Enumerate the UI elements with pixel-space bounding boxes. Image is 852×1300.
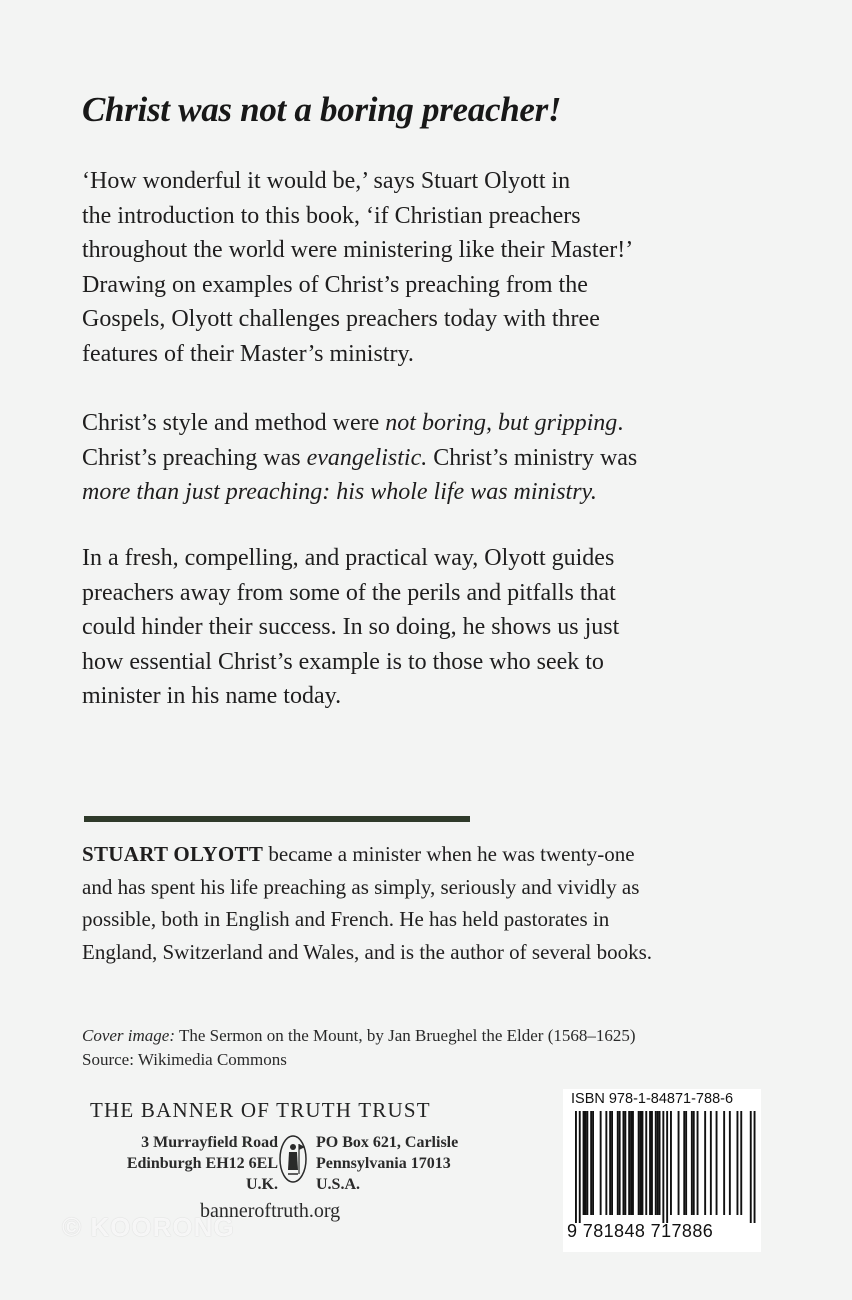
barcode-guard-bar	[662, 1111, 664, 1223]
publisher-logo-icon	[278, 1134, 308, 1184]
barcode-bar	[630, 1111, 632, 1215]
publisher-block	[90, 1098, 490, 1222]
uk-address: 3 Murrayfield Road Edinburgh EH12 6EL U.K.	[126, 1134, 278, 1193]
intro-line: throughout the world were ministering like their Master!’	[82, 237, 634, 263]
divider-rule	[84, 816, 470, 822]
summary-line: minister in his name today.	[82, 683, 342, 709]
barcode-bar	[716, 1111, 718, 1215]
source-credit: Source: Wikimedia Commons	[82, 1050, 287, 1069]
us-address: PO Box 621, Carlisle Pennsylvania 17013 U.S.A.	[316, 1134, 459, 1193]
cover-image-text: The Sermon on the Mount, by Jan Brueghel the Elder (1568–1625)	[175, 1026, 636, 1045]
barcode-bar	[640, 1111, 642, 1215]
barcode-guard-bar	[754, 1111, 756, 1223]
barcode-bar	[624, 1111, 626, 1215]
summary-line: could hinder their success. In so doing, he shows us just	[82, 614, 620, 640]
author-name: STUART OLYOTT	[82, 842, 264, 866]
bio-line: possible, both in English and French. He has held pastorates in	[82, 907, 610, 931]
summary-line: how essential Christ’s example is to those who seek to	[82, 648, 604, 675]
summary-paragraph	[82, 541, 762, 714]
summary-line: preachers away from some of the perils and pitfalls that	[82, 579, 616, 606]
bio-line: and has spent his life preaching as simply, seriously and vividly as	[82, 874, 640, 899]
intro-line: ‘How wonderful it would be,’ says Stuart Olyott in	[82, 168, 571, 194]
isbn-barcode	[563, 1089, 761, 1252]
features-paragraph	[82, 406, 762, 510]
intro-paragraph	[82, 164, 742, 371]
barcode-bar	[600, 1111, 602, 1215]
publisher-website: banneroftruth.org	[200, 1200, 341, 1222]
bio-line: England, Switzerland and Wales, and is the author of several books.	[82, 939, 653, 964]
barcode-bar	[617, 1111, 619, 1215]
intro-line: Drawing on examples of Christ’s preaching from the	[82, 271, 588, 298]
barcode-bar	[657, 1111, 659, 1215]
author-bio: STUART OLYOTT became a minister when he was twenty-one and has spent his life preaching as simply, seriously and vividly as possible, both in English and French. He has held pastorates in England, Switzerland and Wales, and is the author of several books.	[82, 838, 792, 968]
barcode-bar	[632, 1111, 634, 1215]
barcode-bar	[590, 1111, 592, 1215]
barcode-bar	[649, 1111, 651, 1215]
barcode-bar	[645, 1111, 647, 1215]
intro-line: features of their Master’s ministry.	[82, 340, 414, 367]
barcode-guard-bar	[750, 1111, 752, 1223]
barcode-guard-bar	[579, 1111, 581, 1223]
summary-line: In a fresh, compelling, and practical way, Olyott guides	[82, 545, 615, 571]
isbn-label: ISBN 978-1-84871-788-6	[571, 1091, 734, 1107]
barcode-bar	[704, 1111, 706, 1215]
barcode-bar	[678, 1111, 680, 1215]
headline: Christ was not a boring preacher!	[82, 90, 562, 129]
barcode-guard-bar	[575, 1111, 577, 1223]
barcode-bar	[611, 1111, 613, 1215]
barcode-bar	[683, 1111, 685, 1215]
barcode-guard-bar	[666, 1111, 668, 1223]
barcode-bar	[740, 1111, 742, 1215]
barcode-bar	[693, 1111, 695, 1215]
barcode-bar	[585, 1111, 587, 1215]
barcode-bar	[670, 1111, 672, 1215]
features-line: Christ’s style and method were not boring, but gripping.	[82, 410, 624, 436]
barcode-bar	[605, 1111, 607, 1215]
barcode-bar	[651, 1111, 653, 1215]
barcode-bar	[691, 1111, 693, 1215]
barcode-bar	[586, 1111, 588, 1215]
barcode-bar	[685, 1111, 687, 1215]
barcode-bar	[592, 1111, 594, 1215]
barcode-bar	[623, 1111, 625, 1215]
image-credits	[82, 1024, 636, 1072]
barcode-bar	[638, 1111, 640, 1215]
koorong-watermark: © KOORONG	[62, 1212, 235, 1242]
barcode-bar	[659, 1111, 661, 1215]
barcode-bar	[655, 1111, 657, 1215]
barcode-bar	[729, 1111, 731, 1215]
barcode-bar	[628, 1111, 630, 1215]
intro-line: the introduction to this book, ‘if Christian preachers	[82, 202, 581, 229]
barcode-bar	[583, 1111, 585, 1215]
cover-image-label: Cover image:	[82, 1026, 176, 1045]
barcode-bar	[697, 1111, 699, 1215]
barcode-bar	[619, 1111, 621, 1215]
barcode-digits: 9 781848 717886	[567, 1221, 714, 1241]
barcode-bar	[609, 1111, 611, 1215]
barcode-bar	[642, 1111, 644, 1215]
barcode-bar	[710, 1111, 712, 1215]
features-line: Christ’s preaching was evangelistic. Christ’s ministry was	[82, 444, 638, 471]
barcode-bar	[723, 1111, 725, 1215]
barcode-bar	[737, 1111, 739, 1215]
features-line: more than just preaching: his whole life was ministry.	[82, 479, 597, 505]
barcode-bars	[563, 1111, 761, 1223]
publisher-name: THE BANNER OF TRUTH TRUST	[90, 1098, 431, 1122]
intro-line: Gospels, Olyott challenges preachers today with three	[82, 306, 600, 332]
